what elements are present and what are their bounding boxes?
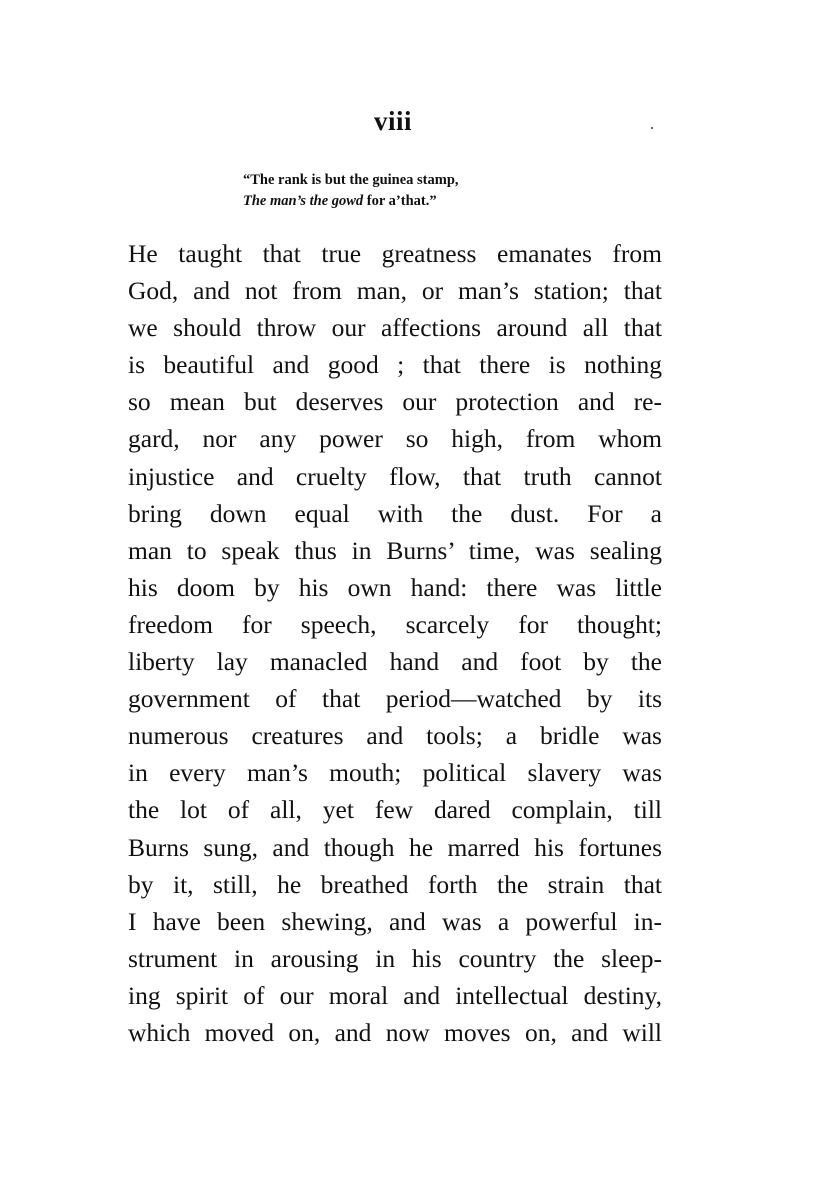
body-line: injustice and cruelty flow, that truth cannot: [128, 461, 662, 491]
body-line: He taught that true greatness emanates from: [128, 239, 662, 268]
body-line: which moved on, and now moves on, and will: [128, 1017, 662, 1047]
body-line: bring down equal with the dust. For a: [128, 498, 662, 528]
epigraph-line-1: “The rank is but the guinea stamp,: [243, 172, 459, 188]
epigraph-quote: [243, 170, 459, 212]
body-line: is beautiful and good ; that there is nothing: [128, 350, 662, 380]
body-line: by it, still, he breathed forth the strain that: [128, 869, 662, 899]
body-line: man to speak thus in Burns’ time, was sealing: [128, 535, 662, 565]
body-line: I have been shewing, and was a powerful in-: [128, 906, 662, 936]
body-line: ing spirit of our moral and intellectual destiny,: [128, 980, 662, 1010]
body-line: in every man’s mouth; political slavery was: [128, 758, 662, 788]
body-paragraph: [128, 235, 662, 1051]
body-line: so mean but deserves our protection and re-: [128, 387, 662, 417]
body-line: gard, nor any power so high, from whom: [128, 424, 662, 454]
body-line: freedom for speech, scarcely for thought;: [128, 609, 662, 639]
epigraph-line-2-rest: for a’that.”: [363, 193, 437, 209]
body-line: we should throw our affections around all that: [128, 313, 662, 343]
body-line: government of that period—watched by its: [128, 684, 662, 714]
epigraph-line-2-italic: The man’s the gowd: [243, 193, 364, 209]
body-line: Burns sung, and though he marred his fortunes: [128, 832, 662, 862]
print-speck: [651, 127, 653, 129]
body-line: liberty lay manacled hand and foot by the: [128, 647, 662, 677]
epigraph-line-2: [243, 191, 459, 212]
body-line: God, and not from man, or man’s station; that: [128, 276, 662, 306]
body-line: his doom by his own hand: there was little: [128, 572, 662, 602]
body-line: the lot of all, yet few dared complain, till: [128, 795, 662, 825]
body-line: strument in arousing in his country the sleep-: [128, 943, 662, 973]
body-line: numerous creatures and tools; a bridle was: [128, 721, 662, 751]
page-number: viii: [373, 106, 412, 136]
